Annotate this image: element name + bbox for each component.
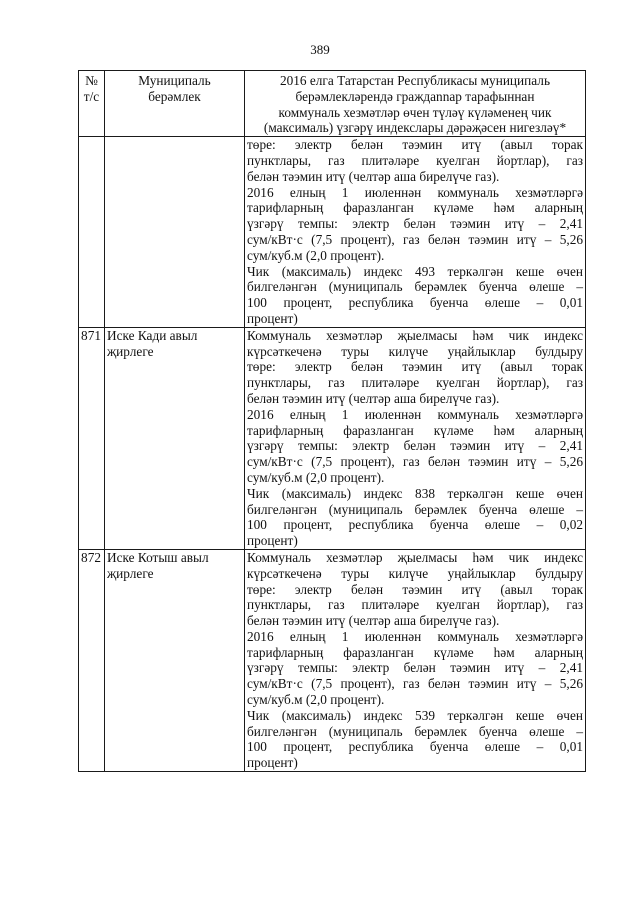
table-row [79,137,586,328]
municipality-name-line: җирлеге [107,343,154,359]
header-municipality [105,71,245,137]
table-row [79,327,586,549]
justification-line: сум/кВт·с (7,5 процент), газ белән тәэмин итү – 5,26 [247,454,583,470]
justification-line: 100 процент, республика буенча өлеше – 0,02 [247,517,583,533]
page-number: 389 [310,42,330,57]
justification-text [245,327,586,549]
justification-line: тарифларның фаразланган күләме һәм аларның [247,644,583,660]
justification-line: тарифларның фаразланган күләме һәм аларның [247,422,583,438]
row-number: 871 [79,327,105,549]
municipality-name-line: Иске Кади авыл [107,327,198,343]
justification-line: сум/куб.м (2,0 процент). [247,469,385,485]
justification-line: Коммуналь хезмәтләр җыелмасы һәм чик индекс [247,327,583,343]
justification-line: 2016 елның 1 июленнән коммуналь хезмәтләргә [247,406,583,422]
municipality-name-line: Иске Котыш авыл [107,549,209,565]
justification-line: үзгәрү темпы: электр белән тәэмин итү – 2,41 [247,438,583,454]
justification-line: 100 процент, республика буенча өлеше – 0,01 [247,295,583,311]
justification-line: төре: электр белән тәэмин итү (авыл торак [247,581,583,597]
header-justification-line: берәмлекләрендә граждannар тарафыннан [295,88,535,104]
justification-line: Чик (максималь) индекс 539 теркәлгән кеше өчен [247,707,583,723]
justification-line: үзгәрү темпы: электр белән тәэмин итү – 2,41 [247,216,583,232]
justification-line: билгеләнгән (муниципаль берәмлек буенча өлеше – [247,723,583,739]
header-justification-line: 2016 елга Татарстан Республикасы муниципаль [279,73,551,88]
header-justification-line: коммуналь хезмәтләр өчен түләү күләменең чик [278,104,552,120]
justification-line: Коммуналь хезмәтләр җыелмасы һәм чик индекс [247,549,583,565]
justification-line: пунктлары, газ плитәләре куелган йортлар), газ [247,375,583,391]
justification-line: үзгәрү темпы: электр белән тәэмин итү – 2,41 [247,660,583,676]
justification-line: белән тәэмин итү (челтәр аша бирелүче газ). [247,168,500,184]
justification-line: процент) [247,533,298,549]
justification-line: күрсәткеченә туры килүче уңайлыклар булдыру [247,565,583,581]
justification-line: билгеләнгән (муниципаль берәмлек буенча өлеше – [247,279,583,295]
justification-line: 2016 елның 1 июленнән коммуналь хезмәтләргә [247,628,583,644]
justification-line: белән тәэмин итү (челтәр аша бирелүче газ). [247,613,500,629]
header-municipality-line: берәмлек [148,88,201,104]
justification-line: билгеләнгән (муниципаль берәмлек буенча өлеше – [247,501,583,517]
row-number [79,137,105,328]
municipality-name [105,327,245,549]
justification-line: процент) [247,755,298,771]
justification-line: белән тәэмин итү (челтәр аша бирелүче газ). [247,390,500,406]
header-justification [245,71,586,137]
justification-line: күрсәткеченә туры килүче уңайлыклар булдыру [247,343,583,359]
row-number: 872 [79,549,105,771]
justification-line: 2016 елның 1 июленнән коммуналь хезмәтләргә [247,184,583,200]
justification-line: пунктлары, газ плитәләре куелган йортлар), газ [247,152,583,168]
justification-line: төре: электр белән тәэмин итү (авыл торак [247,137,583,153]
header-number-line: т/с [83,88,100,104]
municipality-name [105,549,245,771]
header-justification-line: (максималь) үзгәрү индекслары дәрәҗәсен нигезләү* [263,120,567,136]
justification-line: сум/куб.м (2,0 процент). [247,692,385,708]
justification-line: сум/кВт·с (7,5 процент), газ белән тәэмин итү – 5,26 [247,676,583,692]
justification-text [245,137,586,328]
municipality-name-line: җирлеге [107,565,154,581]
justification-line: Чик (максималь) индекс 493 теркәлгән кеше өчен [247,263,583,279]
justification-text [245,549,586,771]
justification-line: сум/кВт·с (7,5 процент), газ белән тәэмин итү – 5,26 [247,231,583,247]
indices-table [78,70,586,772]
justification-line: 100 процент, республика буенча өлеше – 0,01 [247,739,583,755]
header-number-line: № [85,73,98,88]
table-row [79,549,586,771]
justification-line: тарифларның фаразланган күләме һәм аларның [247,200,583,216]
justification-line: процент) [247,310,298,326]
justification-line: пунктлары, газ плитәләре куелган йортлар), газ [247,597,583,613]
justification-line: төре: электр белән тәэмин итү (авыл торак [247,359,583,375]
justification-line: сум/куб.м (2,0 процент). [247,247,385,263]
header-number [79,71,105,137]
header-municipality-line: Муниципаль [138,73,211,88]
justification-line: Чик (максималь) индекс 838 теркәлгән кеше өчен [247,485,583,501]
municipality-name [105,137,245,328]
table-header-row [79,71,586,137]
